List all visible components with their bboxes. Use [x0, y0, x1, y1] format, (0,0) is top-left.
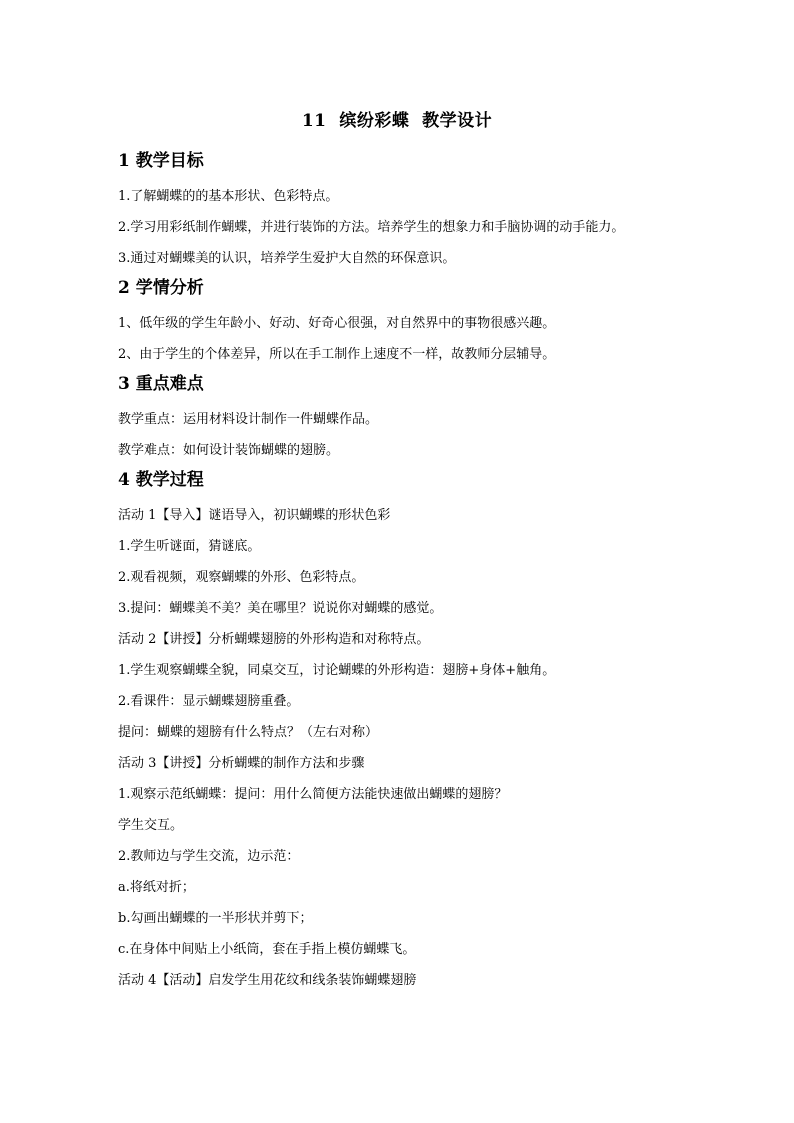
paragraph: 提问：蝴蝶的翅膀有什么特点？（左右对称）: [118, 725, 379, 740]
paragraph: 2.看课件：显示蝴蝶翅膀重叠。: [118, 694, 300, 709]
section-heading: 1 教学目标: [118, 151, 204, 171]
section-teaching-process: [118, 468, 698, 996]
paragraph: a.将纸对折；: [118, 880, 195, 895]
document-body: [118, 147, 698, 996]
paragraph: 1.学生观察蝴蝶全貌，同桌交互，讨论蝴蝶的外形构造：翅膀+身体+触角。: [118, 663, 556, 678]
paragraph: 2.观看视频，观察蝴蝶的外形、色彩特点。: [118, 570, 365, 585]
paragraph: 1.了解蝴蝶的的基本形状、色彩特点。: [118, 189, 339, 204]
paragraph: 活动 3【讲授】分析蝴蝶的制作方法和步骤: [118, 756, 365, 771]
paragraph: 3.提问：蝴蝶美不美？美在哪里？说说你对蝴蝶的感觉。: [118, 601, 443, 616]
paragraph: 2、由于学生的个体差异，所以在手工制作上速度不一样，故教师分层辅导。: [118, 347, 556, 362]
paragraph: 活动 2【讲授】分析蝴蝶翅膀的外形构造和对称特点。: [118, 632, 430, 647]
section-heading: 4 教学过程: [118, 470, 204, 490]
paragraph: 1、低年级的学生年龄小、好动、好奇心很强，对自然界中的事物很感兴趣。: [118, 316, 556, 331]
section-key-points: [118, 372, 698, 466]
paragraph: 1.学生听谜面，猜谜底。: [118, 539, 261, 554]
paragraph: b.勾画出蝴蝶的一半形状并剪下；: [118, 911, 313, 926]
paragraph: 2.教师边与学生交流，边示范：: [118, 849, 300, 864]
section-heading: 2 学情分析: [118, 278, 204, 298]
paragraph: 活动 1【导入】谜语导入，初识蝴蝶的形状色彩: [118, 508, 391, 523]
paragraph: c.在身体中间贴上小纸筒，套在手指上模仿蝴蝶飞。: [118, 942, 416, 957]
paragraph: 教学重点：运用材料设计制作一件蝴蝶作品。: [118, 412, 379, 427]
section-teaching-objectives: [118, 149, 698, 274]
section-learner-analysis: [118, 276, 698, 370]
paragraph: 活动 4【活动】启发学生用花纹和线条装饰蝴蝶翅膀: [118, 973, 417, 988]
paragraph: 2.学习用彩纸制作蝴蝶，并进行装饰的方法。培养学生的想象力和手脑协调的动手能力。: [118, 220, 625, 235]
paragraph: 1.观察示范纸蝴蝶：提问：用什么简便方法能快速做出蝴蝶的翅膀？: [118, 787, 508, 802]
section-heading: 3 重点难点: [118, 374, 204, 394]
document-title: 11 缤纷彩蝶 教学设计: [301, 111, 493, 131]
paragraph: 学生交互。: [118, 818, 184, 833]
paragraph: 教学难点：如何设计装饰蝴蝶的翅膀。: [118, 443, 340, 458]
paragraph: 3.通过对蝴蝶美的认识，培养学生爱护大自然的环保意识。: [118, 251, 456, 266]
